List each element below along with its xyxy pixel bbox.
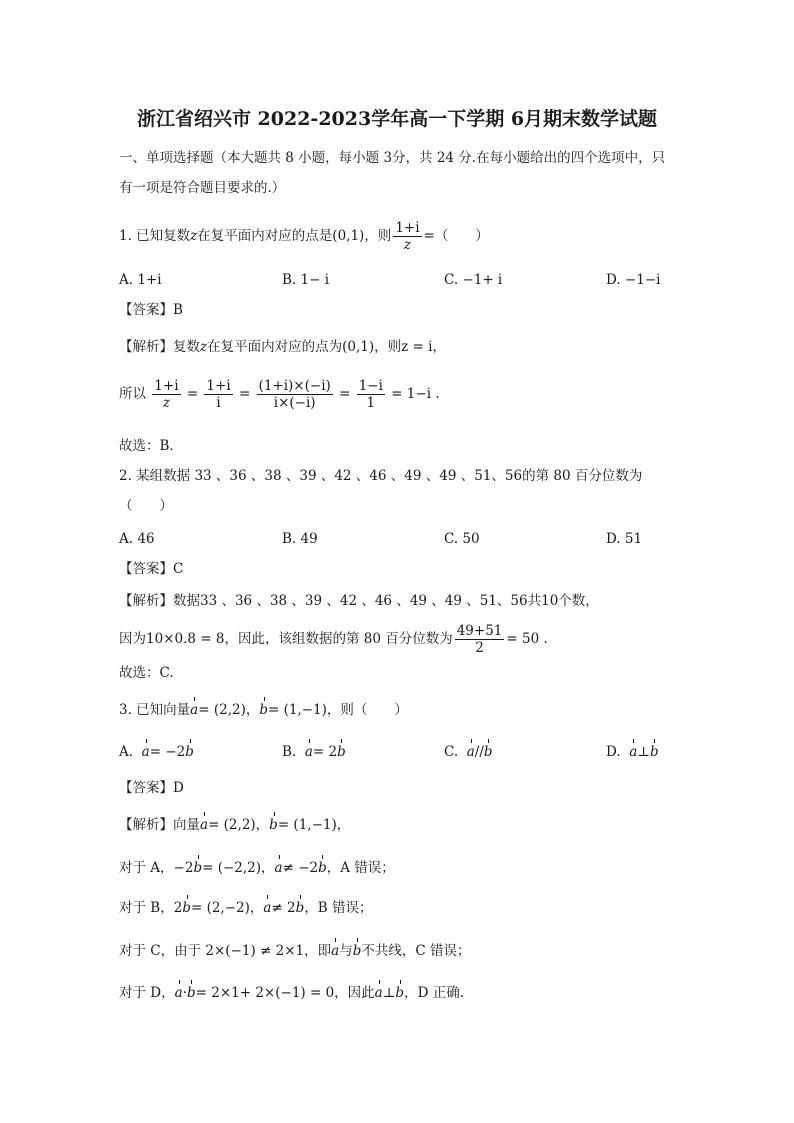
q2-analysis-line2 — [119, 623, 548, 656]
q3-line-d-vec-a1: a — [174, 985, 183, 1001]
q3-line-a — [119, 858, 395, 878]
q2-answer: 【答案】C — [119, 561, 184, 577]
question-2-stem-line2: （ ） — [119, 498, 173, 514]
q3-stem-a: 3. 已知向量 — [119, 702, 191, 718]
vector-b: b — [259, 702, 268, 718]
section-heading-line1: 一、单项选择题（本大题共 8 小题，每小题 3分，共 24 分.在每小题给出的四个选项中，只 — [119, 150, 666, 166]
q1-stem-a: 1. 已知复数 — [119, 228, 191, 244]
q3-a-def: = (2,2)， — [198, 702, 260, 718]
q1-calc-frac4 — [357, 378, 385, 411]
q3-option-b-vec-a: a — [304, 744, 313, 760]
q3-option-c-text: // — [474, 744, 484, 760]
q3-option-b — [282, 742, 346, 762]
q3-line-a-vec-b1: b — [193, 860, 203, 876]
q1-calc-tail: = 1−i . — [391, 386, 440, 402]
q2-option-d: D. 51 — [606, 531, 643, 547]
q1-analysis-point: (0,1) — [342, 339, 375, 355]
q1-stem-b: 在复平面内对应的点是 — [197, 228, 333, 244]
q1-conclusion: 故选：B． — [119, 438, 183, 454]
q1-calc-frac2 — [204, 378, 232, 411]
q3-analysis — [119, 815, 350, 835]
question-1-stem — [119, 220, 489, 253]
q3-option-c-letter: C. — [444, 744, 459, 760]
q3-line-c-vec-b: b — [352, 943, 362, 959]
q3-analysis-a: 【解析】向量 — [119, 817, 200, 833]
q1-calc-eq3: = — [339, 386, 351, 402]
q2-option-b: B. 49 — [282, 531, 318, 547]
q1-calc-eq1: = — [186, 386, 199, 402]
q3-option-a-vec-b: b — [185, 744, 194, 760]
q1-calc-frac3 — [257, 378, 333, 411]
q3-line-a-part4: ，A 错误； — [326, 860, 395, 876]
q3-line-b-part3: ≠ 2 — [271, 900, 296, 916]
question-3-stem — [119, 700, 408, 720]
q3-option-a-letter: A. — [119, 744, 134, 760]
q3-line-d — [119, 983, 464, 1003]
q3-option-a-text: = −2 — [149, 744, 186, 760]
q3-option-c-vec-b: b — [483, 744, 493, 760]
q3-option-d-vec-b: b — [650, 744, 659, 760]
q3-line-c — [119, 941, 470, 961]
q1-analysis-a: 复数 — [173, 339, 200, 355]
q3-line-a-part2: = (−2,2)， — [202, 860, 275, 876]
q1-analysis-label: 【解析】 — [119, 339, 173, 355]
q3-line-c-part3: 不共线，C 错误； — [361, 943, 471, 959]
q1-calc-f3-num: (1+i)×(−i) — [258, 378, 331, 394]
q3-b-def: = (1,−1)，则（ ） — [268, 702, 408, 718]
q1-option-c: C. −1+ i — [444, 272, 503, 288]
q3-line-a-vec-b2: b — [318, 860, 327, 876]
q1-stem-c: ，则 — [364, 228, 392, 244]
q2-frac-den: 2 — [475, 640, 484, 656]
q3-option-a — [119, 742, 194, 762]
q3-line-b-vec-b1: b — [182, 900, 191, 916]
q1-calc-f2-num: 1+i — [206, 378, 231, 394]
q1-option-b: B. 1− i — [282, 272, 330, 288]
q3-line-d-vec-a2: a — [374, 985, 383, 1001]
q1-analysis-z: z — [200, 339, 208, 355]
q1-calc-f1-den: z — [162, 395, 170, 411]
q3-option-b-letter: B. — [282, 744, 297, 760]
q2-analysis-line2-b: = 50 . — [506, 631, 548, 647]
q2-option-a: A. 46 — [119, 531, 155, 547]
q1-analysis-b: 在复平面内对应的点为 — [207, 339, 343, 355]
q3-line-d-part1: 对于 D， — [119, 985, 175, 1001]
q3-line-b-part2: = (2,−2)， — [190, 900, 264, 916]
q1-answer: 【答案】B — [119, 302, 183, 318]
q1-option-d: D. −1−i — [606, 272, 661, 288]
q1-analysis — [119, 337, 446, 357]
q3-line-d-part2: = 2×1+ 2×(−1) = 0，因此 — [195, 985, 375, 1001]
q2-conclusion: 故选：C. — [119, 665, 174, 681]
q2-fraction — [455, 623, 505, 656]
q3-line-d-perp: ⊥ — [382, 985, 396, 1001]
q1-z: z — [190, 228, 198, 244]
q3-option-c — [444, 742, 493, 762]
q3-option-d-letter: D. — [606, 744, 621, 760]
vector-a: a — [190, 702, 199, 718]
q1-calc-eq2: = — [238, 386, 251, 402]
q3-analysis-vec-b: b — [269, 817, 278, 833]
q3-option-d — [606, 742, 659, 762]
q3-option-d-vec-a: a — [629, 744, 638, 760]
q3-option-b-vec-b: b — [337, 744, 346, 760]
q1-option-a: A. 1+i — [119, 272, 162, 288]
q3-line-a-part1: 对于 A，−2 — [119, 860, 194, 876]
q3-line-d-vec-b1: b — [186, 985, 196, 1001]
q1-analysis-d: z = i， — [401, 339, 446, 355]
q1-calc-f2-den: i — [216, 395, 221, 411]
q3-line-c-part1: 对于 C，由于 2×(−1) ≠ 2×1，即 — [119, 943, 332, 959]
q3-line-d-dot: · — [182, 985, 187, 1001]
q3-option-b-text: = 2 — [312, 744, 338, 760]
page-title: 浙江省绍兴市 2022-2023学年高一下学期 6月期末数学试题 — [136, 108, 658, 130]
q3-line-c-part2: 与 — [339, 943, 353, 959]
q2-analysis-line1: 【解析】数据33 、36 、38 、39 、42 、46 、49 、49 、51、56共10个数， — [119, 593, 599, 609]
q3-line-d-vec-b2: b — [395, 985, 405, 1001]
q3-line-c-vec-a: a — [331, 943, 340, 959]
q3-analysis-vec-a: a — [200, 817, 209, 833]
q3-line-d-part3: ，D 正确. — [404, 985, 464, 1001]
q2-analysis-line2-a: 因为10×0.8 = 8，因此，该组数据的第 80 百分位数为 — [119, 631, 453, 647]
q1-calc-frac1 — [152, 378, 180, 411]
q1-analysis-c: ，则 — [374, 339, 402, 355]
section-heading-line2: 有一项是符合题目要求的.） — [119, 180, 286, 196]
q3-line-b-part1: 对于 B，2 — [119, 900, 183, 916]
q1-frac-den: z — [403, 237, 411, 253]
q1-fraction — [393, 220, 421, 253]
q1-calc-f4-den: 1 — [366, 395, 376, 411]
q3-analysis-b: = (2,2)， — [208, 817, 270, 833]
q3-line-b-vec-b2: b — [295, 900, 305, 916]
q3-line-b-part4: ，B 错误； — [304, 900, 373, 916]
q1-calc-f1-num: 1+i — [154, 378, 179, 394]
q1-calc-f3-den: i×(−i) — [273, 395, 316, 411]
q1-point: (0,1) — [332, 228, 365, 244]
q3-line-a-part3: ≠ −2 — [282, 860, 319, 876]
q3-option-a-vec-a: a — [141, 744, 150, 760]
q1-stem-d: =（ ） — [423, 228, 489, 244]
q1-calc-f4-num: 1−i — [358, 378, 383, 394]
q1-calc-prefix: 所以 — [119, 386, 146, 402]
q2-option-c: C. 50 — [444, 531, 480, 547]
q3-analysis-c: = (1,−1)， — [277, 817, 351, 833]
q2-frac-num: 49+51 — [456, 623, 503, 639]
q3-answer: 【答案】D — [119, 780, 184, 796]
q3-option-d-text: ⊥ — [637, 744, 650, 760]
q3-line-b-vec-a: a — [263, 900, 272, 916]
question-2-stem-line1: 2. 某组数据 33 、36 、38 、39 、42 、46 、49 、49 、51、56的第 80 百分位数为 — [119, 468, 643, 484]
q3-option-c-vec-a: a — [466, 744, 475, 760]
q1-frac-num: 1+i — [395, 220, 420, 236]
q3-line-b — [119, 898, 373, 918]
q1-calculation — [119, 378, 440, 411]
q3-line-a-vec-a: a — [274, 860, 283, 876]
